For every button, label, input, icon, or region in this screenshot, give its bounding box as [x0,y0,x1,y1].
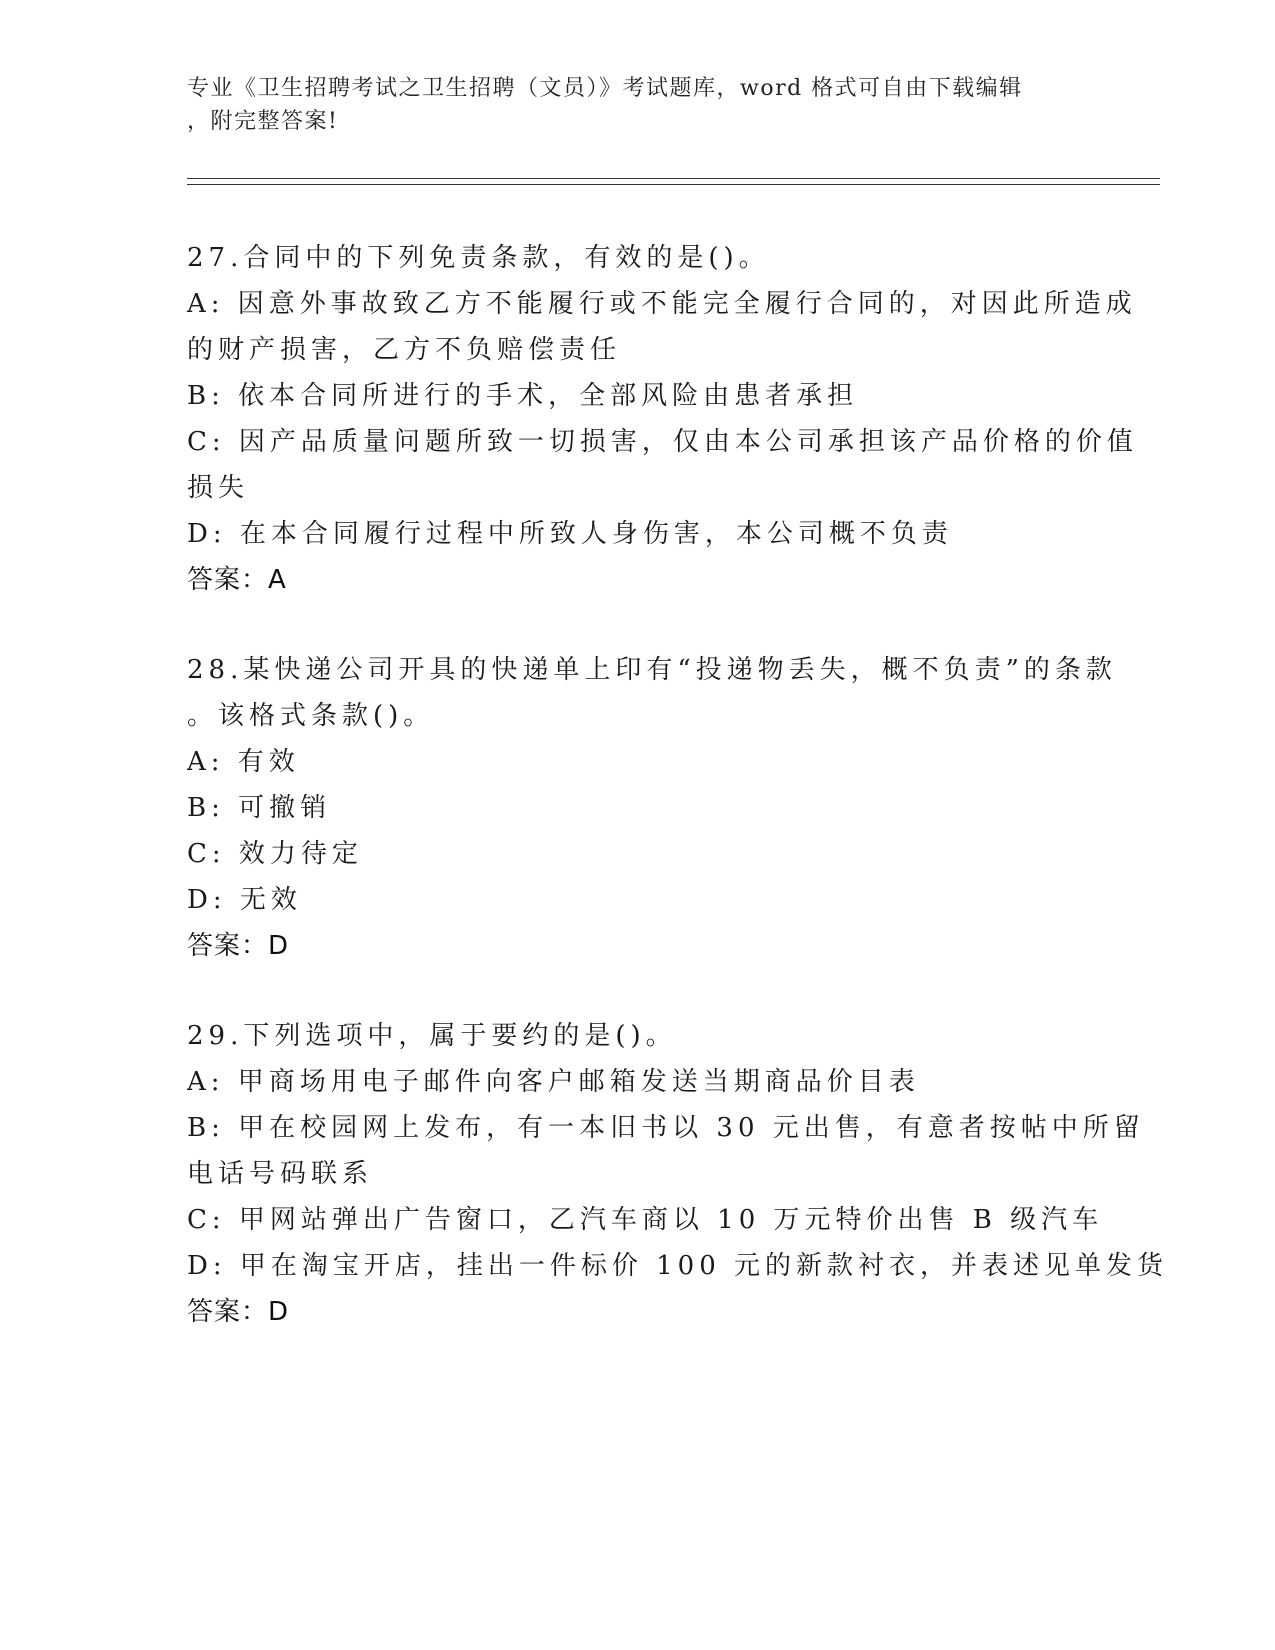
option-a: A: 因意外事故致乙方不能履行或不能完全履行合同的，对因此所造成 [187,289,1137,319]
option-a: A: 有效 [187,747,300,777]
question-27 [187,235,1138,603]
question-stem: 27.合同中的下列免责条款，有效的是()。 [187,243,770,273]
option-d: D: 甲在淘宝开店，挂出一件标价 100 元的新款衬衣，并表述见单发货 [187,1251,1169,1281]
option-c: C: 甲网站弹出广告窗口，乙汽车商以 10 万元特价出售 B 级汽车 [187,1205,1104,1235]
question-stem: 28.某快递公司开具的快递单上印有“投递物丢失，概不负责”的条款 [187,655,1117,685]
option-b: B: 可撤销 [187,793,332,823]
header-line-2: ，附完整答案! [187,109,339,134]
answer-label: 答案：A [187,565,287,595]
header-divider [187,178,1160,185]
question-stem-continued: 。该格式条款()。 [187,701,435,731]
question-28 [187,647,1117,969]
option-d: D: 无效 [187,885,302,915]
document-header [187,72,1067,138]
option-b-continued: 电话号码联系 [187,1159,374,1189]
option-a: A: 甲商场用电子邮件向客户邮箱发送当期商品价目表 [187,1067,920,1097]
question-stem: 29.下列选项中，属于要约的是()。 [187,1021,677,1051]
answer-label: 答案：D [187,931,290,961]
question-29 [187,1013,1169,1335]
option-b: B: 依本合同所进行的手术，全部风险由患者承担 [187,381,859,411]
option-c: C: 效力待定 [187,839,363,869]
option-d: D: 在本合同履行过程中所致人身伤害，本公司概不负责 [187,519,953,549]
option-a-continued: 的财产损害，乙方不负赔偿责任 [187,335,622,365]
option-c: C: 因产品质量问题所致一切损害，仅由本公司承担该产品价格的价值 [187,427,1138,457]
answer-label: 答案：D [187,1297,290,1327]
header-line-1: 专业《卫生招聘考试之卫生招聘（文员）》考试题库，word 格式可自由下载编辑 [187,76,1023,101]
option-b: B: 甲在校园网上发布，有一本旧书以 30 元出售，有意者按帖中所留 [187,1113,1145,1143]
option-c-continued: 损失 [187,473,250,503]
